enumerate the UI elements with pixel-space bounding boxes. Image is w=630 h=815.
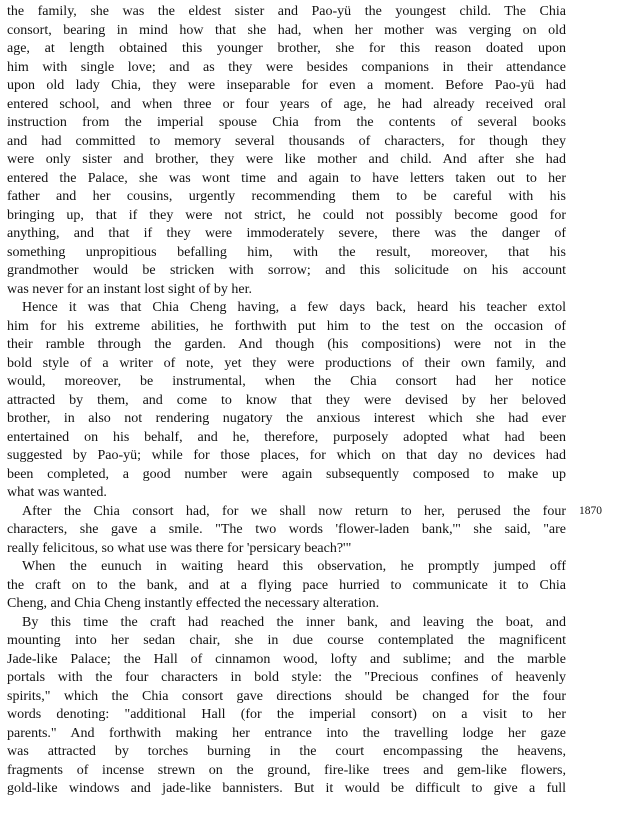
- text-line: him with single love; and as they were besides companions in their attendance: [7, 59, 566, 75]
- text-line: suggested by Pao-yü; while for those places, for which on that day no devices had: [7, 448, 566, 463]
- text-line: something unpropitious befalling him, with the result, moreover, that his: [7, 244, 566, 260]
- text-line: brother, in also not rendering nugatory the anxious interest which she had ever: [7, 411, 566, 426]
- text-line: and had committed to memory several thousands of characters, for though they: [7, 133, 566, 149]
- text-line: Cheng, and Chia Cheng instantly effected the necessary alteration.: [7, 596, 380, 611]
- text-line: were only sister and brother, they were like mother and child. And after she had: [7, 152, 566, 167]
- text-line: Hence it was that Chia Cheng having, a few days back, heard his teacher extol: [22, 300, 566, 315]
- text-line: portals with the four characters in bold style: the "Precious confines of heavenly: [7, 670, 566, 685]
- text-line: spirits," which the Chia consort gave directions should be changed for the four: [7, 688, 566, 704]
- page-number-note: 1870: [579, 505, 602, 517]
- text-line: would, moreover, be instrumental, when the Chia consort had her notice: [7, 374, 566, 389]
- text-line: really felicitous, so what use was there for 'persicary beach?'": [7, 540, 352, 556]
- text-line: the family, she was the eldest sister and Pao-yü the youngest child. The Chia: [7, 4, 566, 19]
- text-line: instruction from the imperial spouse Chia from the contents of several books: [7, 115, 566, 130]
- text-line: anything, and that if they were immoderately severe, there was the danger of: [7, 226, 566, 241]
- text-line: the craft on to the bank, and at a flying pace hurried to communicate it to Chia: [7, 577, 566, 593]
- text-line: been completed, a good number were again subsequently composed to make up: [7, 466, 566, 482]
- text-line: entered the Palace, she was wont time and again to have letters taken out to her: [7, 170, 566, 186]
- text-line: After the Chia consort had, for we shall now return to her, perused the four: [22, 503, 566, 519]
- text-line: entertained on his behalf, and he, therefore, purposely adopted what had been: [7, 429, 566, 445]
- text-line: Jade-like Palace; the Hall of cinnamon wood, lofty and sublime; and the marble: [7, 651, 566, 667]
- text-line: was attracted by torches burning in the court encompassing the heavens,: [7, 744, 566, 759]
- text-line: By this time the craft had reached the inner bank, and leaving the boat, and: [22, 614, 566, 630]
- text-line: words denoting: "additional Hall (for the imperial consort) on a visit to her: [7, 707, 566, 722]
- text-line: was never for an instant lost sight of by her.: [7, 281, 252, 297]
- text-line: entered school, and when three or four years of age, he had already received oral: [7, 96, 566, 112]
- text-line: grandmother would be stricken with sorrow; and this solicitude on his account: [7, 263, 566, 278]
- text-line: mounting into her sedan chair, she in due course contemplated the magnificent: [7, 633, 566, 648]
- text-line: their ramble through the garden. And though (his compositions) were not in the: [7, 337, 566, 352]
- text-line: fragments of incense strewn on the ground, fire-like trees and gem-like flowers,: [7, 762, 566, 778]
- text-line: upon old lady Chia, they were inseparable for even a moment. Before Pao-yü had: [7, 78, 566, 93]
- text-line: what was wanted.: [7, 485, 107, 500]
- text-line: consort, bearing in mind how that she had, when her mother was verging on old: [7, 22, 566, 38]
- text-line: gold-like windows and jade-like bannisters. But it would be difficult to give a full: [7, 781, 566, 796]
- text-line: bold style of a writer of note, yet they were productions of their own family, and: [7, 355, 566, 371]
- text-line: father and her cousins, urgently recommending them to be careful with his: [7, 189, 566, 204]
- text-line: bringing up, that if they were not strict, he could not possibly become good for: [7, 207, 566, 223]
- text-line: him for his extreme abilities, he forthwith put him to the test on the occasion of: [7, 318, 566, 334]
- text-line: age, at length obtained this younger brother, she for this reason doated upon: [7, 41, 566, 56]
- text-line: characters, she gave a smile. "The two words 'flower-laden bank,'" she said, "are: [7, 522, 566, 537]
- body-text: [7, 3, 566, 799]
- text-line: attracted by them, and come to know that they were devised by her beloved: [7, 392, 566, 408]
- text-line: parents." And forthwith making her entrance into the travelling lodge her gaze: [7, 725, 566, 741]
- text-line: When the eunuch in waiting heard this observation, he promptly jumped off: [22, 559, 566, 574]
